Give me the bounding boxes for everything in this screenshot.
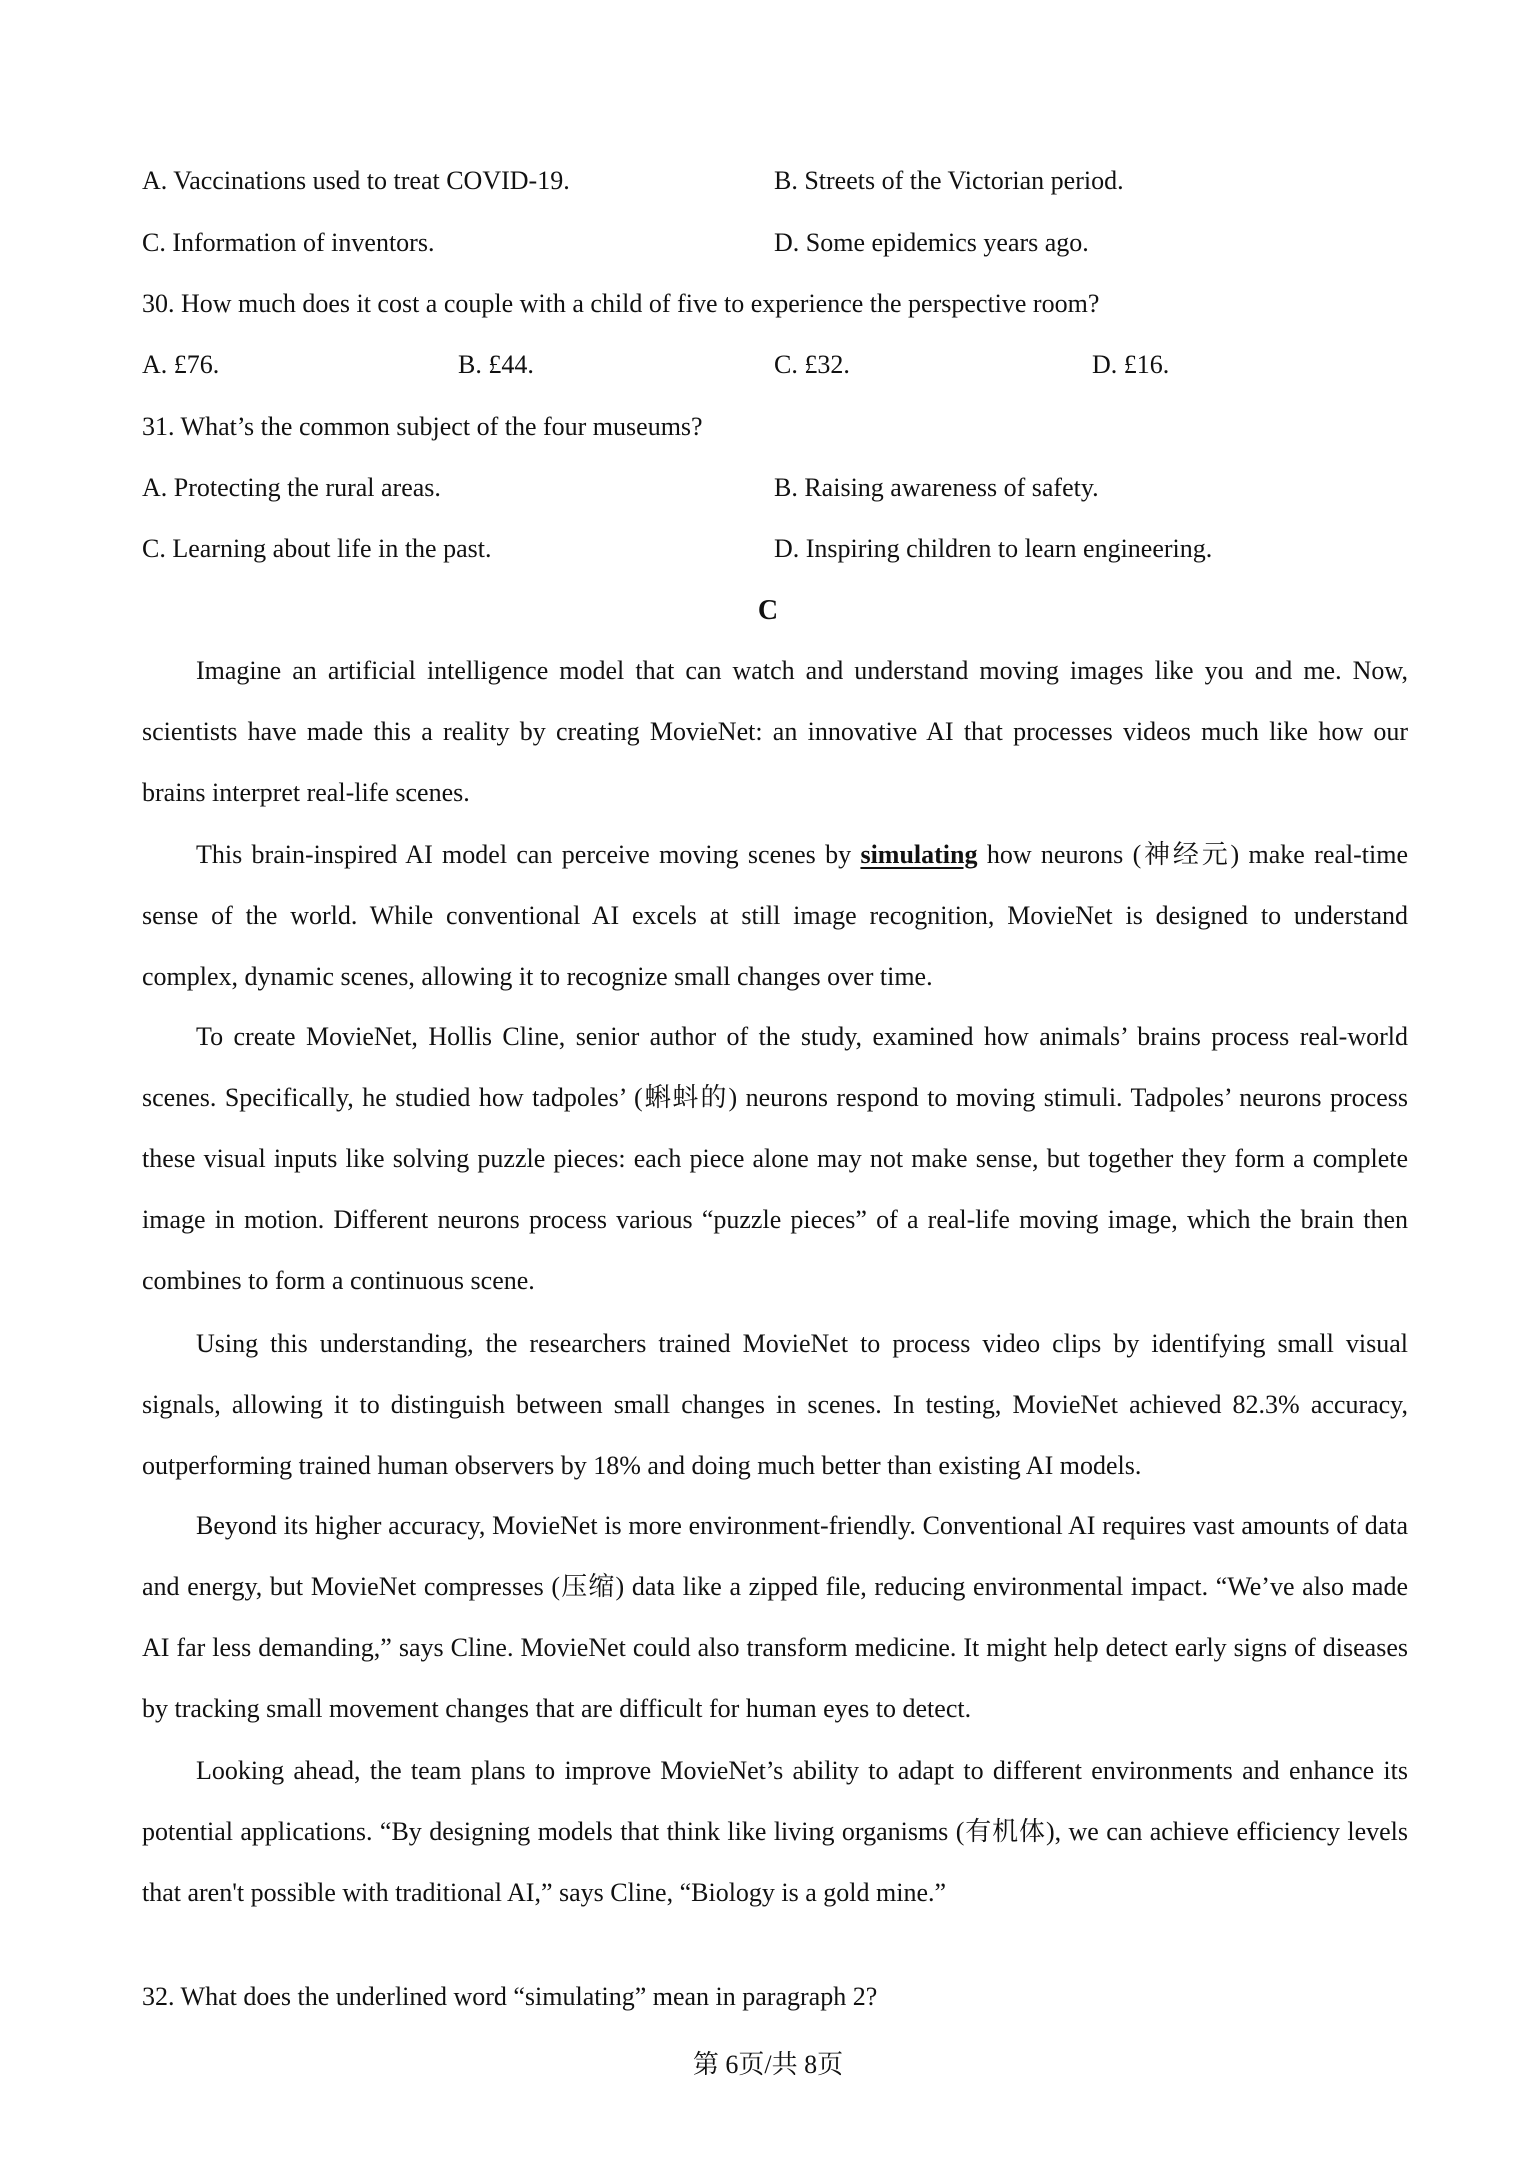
page-number: 第 6页/共 8页 bbox=[692, 2050, 844, 2079]
passage-paragraph-4: Using this understanding, the researchers trained MovieNet to process video clips by identifying small visual signals, allowing it to distinguish between small changes in scenes. In testing, MovieNet achieved 82.3% accuracy, outperforming trained human observers by 18% and doing much better than existing AI models. bbox=[142, 1329, 1408, 1480]
q29-option-c: C. Information of inventors. bbox=[142, 228, 435, 257]
q29-option-d: D. Some epidemics years ago. bbox=[774, 228, 1089, 257]
q30-stem: 30. How much does it cost a couple with a child of five to experience the perspective room? bbox=[142, 289, 1100, 318]
q30-option-d: D. £16. bbox=[1092, 350, 1170, 379]
passage-paragraph-6: Looking ahead, the team plans to improve MovieNet’s ability to adapt to different environments and enhance its potential applications. “By designing models that think like living organisms (有机体), we can achieve efficiency levels that aren't possible with traditional AI,” says Cline, “Biology is a gold mine.” bbox=[142, 1756, 1408, 1907]
q30-option-a: A. £76. bbox=[142, 350, 220, 379]
q30-option-c: C. £32. bbox=[774, 350, 850, 379]
q31-stem: 31. What’s the common subject of the four museums? bbox=[142, 412, 703, 441]
underlined-word: simulating bbox=[860, 840, 978, 869]
q29-option-b: B. Streets of the Victorian period. bbox=[774, 166, 1124, 195]
q31-option-b: B. Raising awareness of safety. bbox=[774, 473, 1099, 502]
section-heading: C bbox=[757, 595, 779, 626]
passage-paragraph-2 bbox=[142, 824, 1408, 1007]
passage-paragraph-3: To create MovieNet, Hollis Cline, senior author of the study, examined how animals’ brains process real-world scenes. Specifically, he studied how tadpoles’ (蝌蚪的) neurons respond to moving stimuli. Tadpoles’ neurons process these visual inputs like solving puzzle pieces: each piece alone may not make sense, but together they form a complete image in motion. Different neurons process various “puzzle pieces” of a real-life moving image, which the brain then combines to form a continuous scene. bbox=[142, 1022, 1408, 1295]
q31-option-a: A. Protecting the rural areas. bbox=[142, 473, 441, 502]
paragraph-2-text-after: how neurons (神经元) make real-time sense of the world. While conventional AI excels at still image recognition, MovieNet is designed to understand complex, dynamic scenes, allowing it to recognize small changes over time. bbox=[142, 840, 1408, 991]
q29-option-a: A. Vaccinations used to treat COVID-19. bbox=[142, 166, 570, 195]
q31-option-c: C. Learning about life in the past. bbox=[142, 534, 492, 563]
q31-option-d: D. Inspiring children to learn engineering. bbox=[774, 534, 1213, 563]
paragraph-2-text-before: This brain-inspired AI model can perceive moving scenes by bbox=[196, 840, 861, 869]
q32-stem: 32. What does the underlined word “simulating” mean in paragraph 2? bbox=[142, 1982, 878, 2011]
passage-paragraph-5: Beyond its higher accuracy, MovieNet is more environment-friendly. Conventional AI requires vast amounts of data and energy, but MovieNet compresses (压缩) data like a zipped file, reducing environmental impact. “We’ve also made AI far less demanding,” says Cline. MovieNet could also transform medicine. It might help detect early signs of diseases by tracking small movement changes that are difficult for human eyes to detect. bbox=[142, 1511, 1408, 1723]
passage-paragraph-1: Imagine an artificial intelligence model that can watch and understand moving images like you and me. Now, scientists have made this a reality by creating MovieNet: an innovative AI that processes videos much like how our brains interpret real-life scenes. bbox=[142, 656, 1408, 807]
q30-option-b: B. £44. bbox=[458, 350, 534, 379]
